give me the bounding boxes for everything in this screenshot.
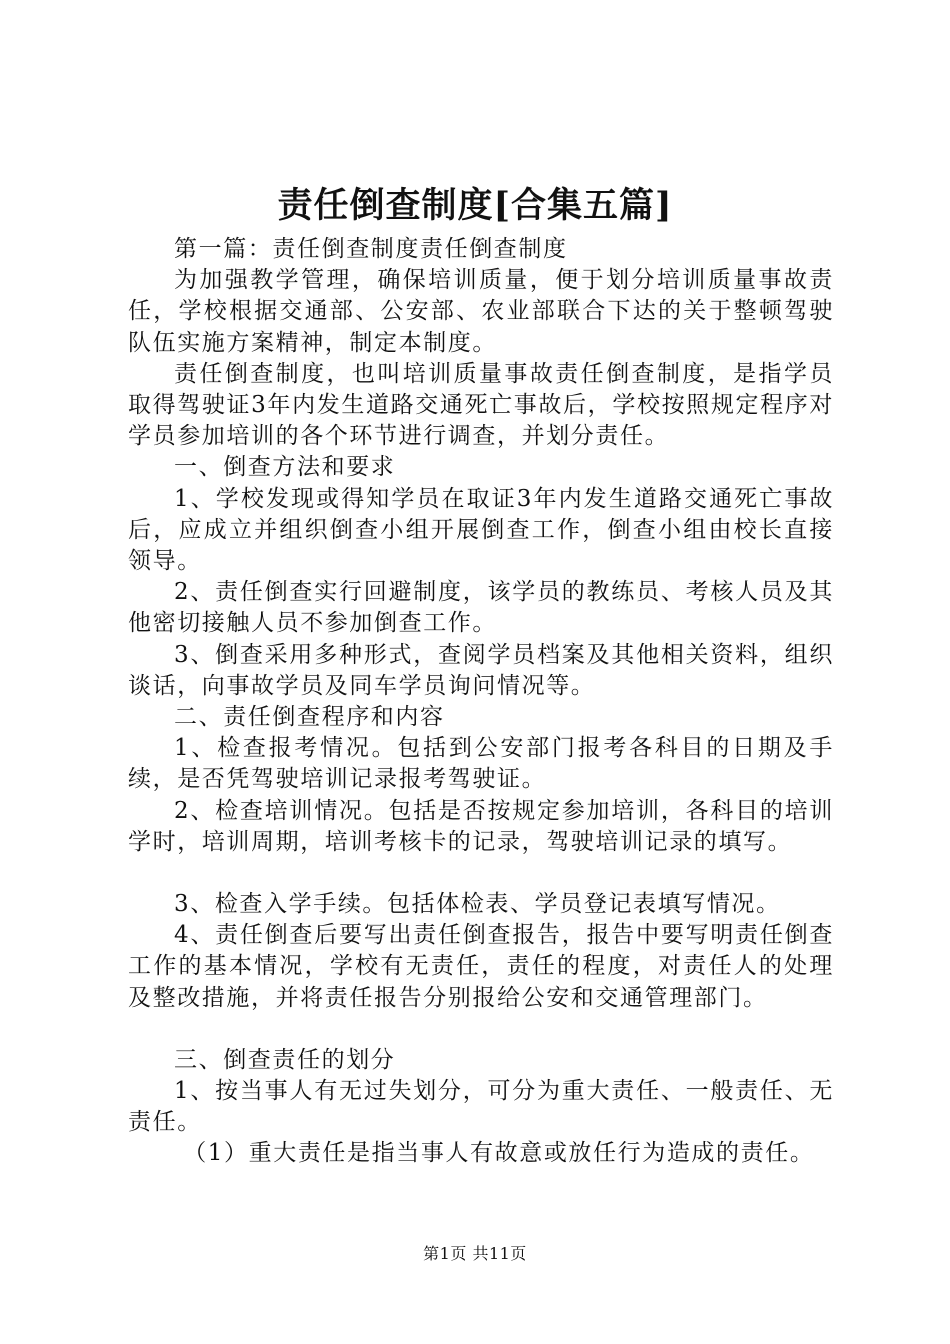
section-heading-methods: 一、倒查方法和要求	[174, 454, 396, 481]
paragraph-division-1-1: （1）重大责任是指当事人有故意或放任行为造成的责任。	[183, 1140, 815, 1167]
section-heading-division: 三、倒查责任的划分	[174, 1046, 396, 1073]
paragraph-procedure-3: 3、检查入学手续。包括体检表、学员登记表填写情况。	[174, 891, 781, 918]
document-body	[128, 234, 834, 1170]
page-footer: 第1页 共11页	[423, 1244, 527, 1263]
section-heading-part-one: 第一篇：责任倒查制度责任倒查制度	[174, 236, 568, 262]
paragraph-procedure-1: 1、检查报考情况。包括到公安部门报考各科目的日期及手续，是否凭驾驶培训记录报考驾驶证。	[128, 735, 834, 793]
section-heading-procedure: 二、责任倒查程序和内容	[174, 704, 445, 731]
paragraph-procedure-4: 4、责任倒查后要写出责任倒查报告，报告中要写明责任倒查工作的基本情况，学校有无责任，责任的程度，对责任人的处理及整改措施，并将责任报告分别报给公安和交通管理部门。	[128, 922, 834, 1011]
paragraph-procedure-2: 2、检查培训情况。包括是否按规定参加培训，各科目的培训学时，培训周期，培训考核卡的记录，驾驶培训记录的填写。	[128, 797, 834, 855]
document-title: 责任倒查制度[合集五篇]	[277, 185, 673, 226]
paragraph-division-1: 1、按当事人有无过失划分，可分为重大责任、一般责任、无责任。	[128, 1078, 834, 1136]
paragraph-method-2: 2、责任倒查实行回避制度，该学员的教练员、考核人员及其他密切接触人员不参加倒查工作。	[128, 579, 834, 637]
paragraph-definition: 责任倒查制度，也叫培训质量事故责任倒查制度，是指学员取得驾驶证3年内发生道路交通死亡事故后，学校按照规定程序对学员参加培训的各个环节进行调查，并划分责任。	[128, 360, 834, 450]
paragraph-method-1: 1、学校发现或得知学员在取证3年内发生道路交通死亡事故后，应成立并组织倒查小组开展倒查工作，倒查小组由校长直接领导。	[128, 485, 834, 575]
paragraph-purpose: 为加强教学管理，确保培训质量，便于划分培训质量事故责任，学校根据交通部、公安部、农业部联合下达的关于整顿驾驶队伍实施方案精神，制定本制度。	[128, 267, 834, 356]
paragraph-method-3: 3、倒查采用多种形式，查阅学员档案及其他相关资料，组织谈话，向事故学员及同车学员询问情况等。	[128, 641, 834, 699]
